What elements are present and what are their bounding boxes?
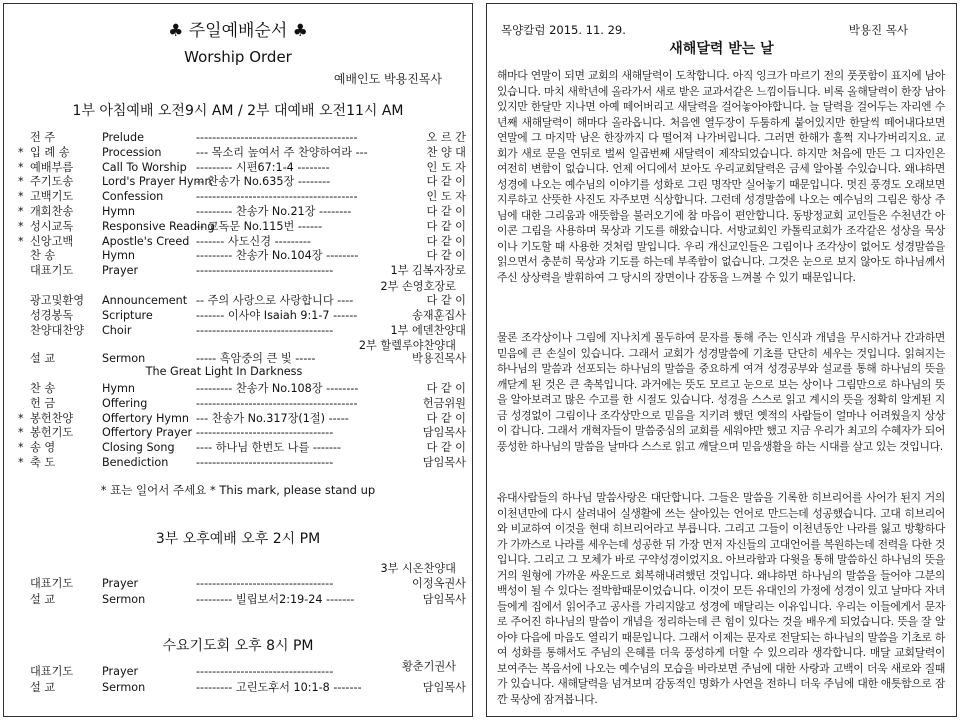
order-korean-label: 전 주 <box>30 131 56 144</box>
order-description: --------- 빌립보서2:19-24 ------- <box>196 593 355 606</box>
order-star: * <box>18 190 24 204</box>
order-english-label: Hymn <box>102 382 136 395</box>
order-korean-label: 대표기도 <box>30 264 74 278</box>
order-description: -- 교독문 No.115번 ------ <box>196 219 323 233</box>
worship-leader: 예배인도 박용진목사 <box>333 72 442 86</box>
order-korean-label: 설 교 <box>30 593 56 606</box>
service3-choir: 3부 시온찬양대 <box>380 562 456 575</box>
order-person: 오 르 간 <box>426 131 466 144</box>
order-row <box>18 189 466 204</box>
order-description: ---------------------------------------- <box>196 131 358 144</box>
order-description: ---------------------------------- <box>196 426 334 440</box>
order-korean-label: 신앙고백 <box>30 234 74 248</box>
order-english-label: Offering <box>102 396 148 410</box>
order-description: ------- 사도신경 --------- <box>196 234 311 248</box>
order-description: ---------------------------------- <box>196 323 334 337</box>
order-description: -- 주의 사랑으로 사랑합니다 ---- <box>196 294 354 307</box>
order-korean-label: 찬 송 <box>30 382 56 395</box>
order-korean-label: 헌 금 <box>30 396 56 410</box>
order-korean-label: 성경봉독 <box>30 308 74 322</box>
column-paragraph-3: 유대사람들의 하나님 말씀사랑은 대단합니다. 그들은 말씀을 기록한 히브리어를 사어가 된지 거의 이천년만에 다시 살려내어 실생활에 쓰는 살아있는 언어로 만드는데 성공했습니다. 고대 히브리어와 비교하여 이것을 현대 히브리어라고 부릅니다. 그리고 그들이 이천년동안 나라를 잃고 방황하다가 가까스로 나라를 세우는데 성공한 뒤 가장 먼저 자신들의 고대언어를 복원하는데 전력을 다한 것입니다. 그리고 그 모체가 바로 구약성경이었지요. 아브라함과 다윗을 통해 말씀하신 하나님의 뜻을 거의 원형에 가까운 싸운드로 회복해내려했던 것입니다. 왜냐하면 하나님의 말씀을 들어야 그분의 백성이 될 수 있다는 절박함때문이었습니다. 이것이 모든 유대인의 가정에 성경이 있고 날마다 자녀들에게 집에서 읽어주고 공사를 가리지않고 성경에 매달리는 이유입니다. 우리는 이들에게서 문자로 주어진 하나님의 말씀이 개념을 정리하는데 큰 힘이 있다는 것을 배우게 되었습니다. 뜻을 잘 알아야 다음에 마음도 열리기 때문입니다. 그래서 이제는 문자로 전달되는 하나님의 말씀을 기초로 하여 성화를 통해서도 주님의 은혜를 더욱 풍성하게 더할 수 있으리라 생각합니다. 매달 교회달력이 보여주는 복음서에 나오는 예수님의 모습을 바라보면 주님에 대한 사랑과 고백이 더욱 새로와 질때가 있습니다. 새해달력을 넘겨보며 감동적인 명화가 사연을 전하니 더욱 주님에 대한 애틋함으로 잠깐 묵상에 잠겨봅니다. <box>497 491 945 706</box>
order-description: -- 찬송가 No.635장 -------- <box>196 175 331 189</box>
column-author: 박용진 목사 <box>848 23 908 37</box>
order-star: * <box>18 175 24 189</box>
worship-order-title: ♣ 주일예배순서 ♣ <box>168 21 308 41</box>
order-description: --------- 찬송가 No.104장 -------- <box>196 249 359 263</box>
order-korean-label: 대표기도 <box>30 577 74 590</box>
order-row <box>18 323 466 338</box>
order-english-label: Hymn <box>102 249 136 263</box>
order-description: ---------------------------------------- <box>196 190 358 204</box>
order-row <box>18 160 466 175</box>
order-english-label: Prayer <box>102 665 139 678</box>
order-person: 인 도 자 <box>426 190 466 204</box>
order-row <box>18 174 466 189</box>
order-english-label: Lord's Prayer Hymn <box>102 175 212 189</box>
order-person: 1부 에덴찬양대 <box>390 323 466 337</box>
order-person: 담임목사 <box>422 681 466 694</box>
order-english-label: Offertory Prayer <box>102 426 193 440</box>
order-person: 다 같 이 <box>426 411 466 425</box>
wednesday-title: 수요기도회 오후 8시 PM <box>162 638 314 654</box>
order-korean-label: 송 영 <box>30 441 56 455</box>
order-korean-label: 고백기도 <box>30 190 74 204</box>
order-row <box>18 411 466 426</box>
order-korean-label: 성시교독 <box>30 219 74 233</box>
order-row <box>18 351 466 366</box>
order-korean-label: 봉헌기도 <box>30 426 74 440</box>
order-english-label: Prayer <box>102 264 139 278</box>
order-person: 찬 양 대 <box>426 145 466 159</box>
order-row <box>18 248 466 263</box>
order-person: 헌금위원 <box>422 396 466 410</box>
service1-title: 1부 아침예배 오전9시 AM / 2부 대예배 오전11시 AM <box>72 103 404 119</box>
order-english-label: Call To Worship <box>102 160 187 174</box>
order-star: * <box>18 426 24 440</box>
order-korean-label: 예배부름 <box>30 160 74 174</box>
order-korean-label: 축 도 <box>30 456 56 469</box>
order-person: 송재훈집사 <box>411 308 466 322</box>
order-star: * <box>18 145 24 159</box>
order-description: --- 목소리 높여서 주 찬양하여라 --- <box>196 145 368 159</box>
order-korean-label: 입 례 송 <box>30 145 70 159</box>
order-korean-label: 찬양대찬양 <box>30 323 85 337</box>
order-person: 박용진목사 <box>411 352 466 365</box>
order-row <box>18 425 466 440</box>
order-english-label: Choir <box>102 323 132 337</box>
column-paragraph-2: 물론 조각상이나 그림에 지나치게 몰두하여 문자를 통해 주는 인식과 개념을 무시하거나 간과하면 믿음에 큰 손실이 있습니다. 그래서 교회가 성경말씀에 기초를 단단히 세우는 것입니다. 읽혀지는 하나님의 말씀과 선포되는 하나님의 말씀을 중요하게 여겨 성경공부와 설교를 통해 하나님의 뜻을 깨닫게 된 것은 큰 축복입니다. 과거에는 뜻도 모르고 눈으로 보는 상이나 그림만으로 하나님의 뜻을 알아보려고 많은 수고를 한 시절도 있습니다. 성경을 스스로 읽고 계시의 뜻을 정확히 알게된 지금 성경없이 그림이나 조각상만으로 믿음을 지키려 했던 옛적의 사람들이 얼마나 어려웠을지 상상이 갑니다. 그래서 개혁자들이 말씀중심의 교회를 세워야만 했고 지금 우리가 최고의 수혜자가 되어 풍성한 하나님의 말씀을 날마다 스스로 읽고 깨달으며 믿음생활을 하는 시대를 살고 있는 것입니다. <box>497 331 945 453</box>
order-person: 다 같 이 <box>426 219 466 233</box>
order-korean-label: 광고및환영 <box>30 294 85 307</box>
order-description: ------- 이사야 Isaiah 9:1-7 ------ <box>196 308 358 322</box>
order-description: --- 찬송가 No.317장(1절) ----- <box>196 411 349 425</box>
wednesday-prayer-by: 황춘기권사 <box>401 660 456 673</box>
order-star: * <box>18 205 24 218</box>
column-paragraph-1: 해마다 연말이 되면 교회의 새해달력이 도착합니다. 아직 잉크가 마르기 전의 풋풋함이 표지에 남아 있습니다. 마치 새학년에 올라가서 새로 받은 교과서같은 느낌이듭니다. 비록 올해달력이 한장 남아있지만 한달만 지나면 아예 떼어버리고 새달력을 걸어놓아야합니다. 늘 달력을 걸어두는 자리엔 수년째 새해달력이 해마다 올라옵니다. 처음엔 열두장이 두툼하게 붙어있지만 한달씩 떼어내다보면 연말에 그 마지막 남은 한장까지 다 떨어져 나가버립니다. 그러면 한해가 훌쩍 지나가버리지요. 교회가 새로 문을 연뒤로 벌써 일곱번째 새달력이 제작되었습니다. 하지만 처음에 만든 그 디자인은 여전히 변함이 없습니다. 언제 어디에서 보아도 우리교회달력은 금세 알아볼 수있습니다. 왜냐하면 성경에 나오는 예수님의 이야기를 성화로 그린 명작만 실어놓기 때문입니다. 멋진 풍경도 오래보면 지루하고 산뜻한 사진도 자주보면 식상합니다. 그런데 성경말씀에 나오는 예수님의 그림은 항상 주님에 대한 그리움과 애뜻함을 불러오기에 참 마음이 편안합니다. 동방정교회 교인들은 수천년간 아이콘 그림을 사용하며 묵상과 기도를 해왔습니다. 서방교회인 카톨릭교회가 조각같은 성상을 묵상이나 기도할 때 사용한 것처럼 말입니다. 우리 개신교인들은 그림이나 조각상이 없어도 성경말씀을 읽으면서 충분히 묵상과 기도를 하는데 부족함이 없습니다. 그것은 눈으로 보지 않아도 하나님께서 주신 상상력을 발휘하여 그 당시의 장면이나 감동을 느껴볼 수 있기 때문입니다. <box>497 69 945 284</box>
order-english-label: Prelude <box>102 131 144 144</box>
column-date: 목양칼럼 2015. 11. 29. <box>501 23 626 37</box>
order-description: --------- 시편67:1-4 -------- <box>196 160 330 174</box>
order-star: * <box>18 234 24 248</box>
worship-order-panel <box>3 3 473 717</box>
worship-order-subtitle: Worship Order <box>184 48 292 66</box>
order-description: --------- 찬송가 No.108장 -------- <box>196 382 359 395</box>
order-row <box>18 145 466 160</box>
order-english-label: Offertory Hymn <box>102 411 190 425</box>
order-person: 담임목사 <box>422 426 466 440</box>
order-person: 다 같 이 <box>426 382 466 395</box>
order-person: 다 같 이 <box>426 205 466 218</box>
order-description: ---------------------------------- <box>196 665 334 678</box>
order-star: * <box>18 219 24 233</box>
prayer-extra: 2부 손영호장로 <box>380 280 456 293</box>
order-row <box>18 440 466 455</box>
order-person: 다 같 이 <box>426 234 466 248</box>
order-row <box>18 664 466 679</box>
order-korean-label: 설 교 <box>30 352 56 365</box>
order-description: ---------------------------------- <box>196 577 334 590</box>
order-korean-label: 개회찬송 <box>30 205 74 218</box>
order-english-label: Prayer <box>102 577 139 590</box>
order-star: * <box>18 456 24 469</box>
order-english-label: Sermon <box>102 681 146 694</box>
order-english-label: Sermon <box>102 593 146 606</box>
service3-title: 3부 오후예배 오후 2시 PM <box>155 531 321 547</box>
order-description: ---------------------------------- <box>196 264 334 278</box>
order-row <box>18 204 466 219</box>
order-korean-label: 찬 송 <box>30 249 56 263</box>
order-korean-label: 설 교 <box>30 681 56 694</box>
order-person: 담임목사 <box>422 456 466 469</box>
order-korean-label: 봉헌찬양 <box>30 411 74 425</box>
order-description: ---------------------------------- <box>196 456 334 469</box>
order-star: * <box>18 160 24 174</box>
order-english-label: Confession <box>102 190 164 204</box>
stand-note: * 표는 일어서 주세요 * This mark, please stand up <box>100 483 376 497</box>
order-row <box>18 592 466 607</box>
order-person: 인 도 자 <box>426 160 466 174</box>
order-person: 이정옥권사 <box>411 577 466 590</box>
order-person: 1부 김복자장로 <box>390 264 466 278</box>
order-row <box>18 263 466 278</box>
order-english-label: Apostle's Creed <box>102 234 190 248</box>
order-english-label: Sermon <box>102 352 146 365</box>
order-english-label: Procession <box>102 145 162 159</box>
order-row <box>18 455 466 470</box>
order-star: * <box>18 411 24 425</box>
order-row <box>18 381 466 396</box>
order-row <box>18 576 466 591</box>
sermon-english-title: The Great Light In Darkness <box>145 365 303 378</box>
order-person: 다 같 이 <box>426 441 466 455</box>
column-panel <box>486 3 957 717</box>
order-description: ---- 하나님 한번도 나를 ------- <box>196 441 342 455</box>
order-korean-label: 대표기도 <box>30 665 74 678</box>
order-description: ----- 흑암중의 큰 빛 ----- <box>196 352 316 365</box>
order-row <box>18 293 466 308</box>
order-person: 다 같 이 <box>426 175 466 189</box>
order-row <box>18 219 466 234</box>
order-row <box>18 680 466 695</box>
order-english-label: Benediction <box>102 456 169 469</box>
order-english-label: Announcement <box>102 294 188 307</box>
order-english-label: Closing Song <box>102 441 175 455</box>
order-person: 다 같 이 <box>426 294 466 307</box>
order-english-label: Hymn <box>102 205 136 218</box>
order-row <box>18 234 466 249</box>
order-description: ---------------------------------------- <box>196 396 358 410</box>
order-description: --------- 찬송가 No.21장 -------- <box>196 205 352 218</box>
order-description: --------- 고린도후서 10:1-8 ------- <box>196 681 362 694</box>
order-row <box>18 308 466 323</box>
order-person: 담임목사 <box>422 593 466 606</box>
order-english-label: Responsive Reading <box>102 219 215 233</box>
order-row <box>18 396 466 411</box>
order-row <box>18 130 466 145</box>
order-korean-label: 주기도송 <box>30 175 74 189</box>
column-title: 새해달력 받는 날 <box>669 41 774 57</box>
order-person: 다 같 이 <box>426 249 466 263</box>
choir-extra: 2부 할렐루야찬양대 <box>358 339 456 352</box>
order-star: * <box>18 441 24 455</box>
order-english-label: Scripture <box>102 308 153 322</box>
